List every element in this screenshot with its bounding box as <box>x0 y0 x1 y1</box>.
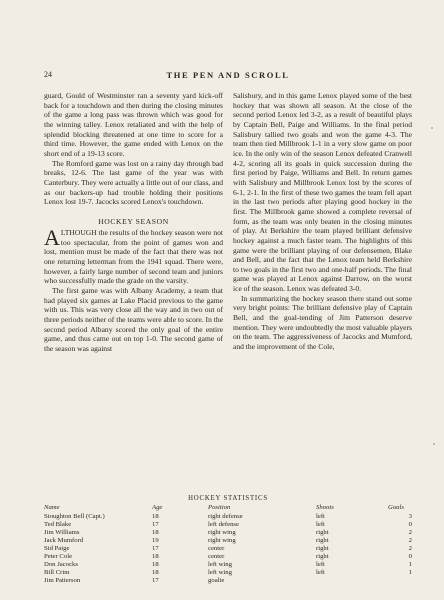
table-row <box>44 561 416 569</box>
page-header <box>44 70 412 82</box>
table-row <box>44 553 416 561</box>
cell-name: Bill Crim <box>44 569 70 577</box>
running-title: THE PEN AND SCROLL <box>166 70 290 80</box>
table-row <box>44 569 416 577</box>
cell-goals: 1 <box>408 561 412 569</box>
cell-position: center <box>208 552 225 560</box>
cell-age: 17 <box>152 520 159 528</box>
cell-position: left wing <box>208 561 232 569</box>
cell-shoots: left <box>316 520 325 528</box>
cell-position: center <box>208 544 225 552</box>
page-speck <box>431 127 433 129</box>
cell-name: Peter Cole <box>44 552 73 560</box>
cell-age: 18 <box>152 512 159 520</box>
football-paragraph-continued: guard, Gould of Westminster ran a seventy yard kick-off back for a touchdown and then during the closing minutes of the game a long pass was thrown which was good for the winning talley. Lenox retaliated and with the help of splendid blocking threatened at one time to score for a third time. However, the game ended with Lenox on the short end of a 19-13 score. <box>44 91 223 158</box>
left-column <box>44 91 223 491</box>
cell-position: goalie <box>208 577 225 585</box>
cell-goals: 1 <box>408 569 412 577</box>
header-goals: Goals <box>388 504 404 511</box>
hockey-first-game-paragraph: The first game was with Albany Academy, a team that had played six games at Lake Placid previous to the game with us. This was very close all the way and in two out of three periods neither of the teams were able to score. In the second period Albany scored the only goal of the entire game, and thus came out on top 1-0. The second game of the season was against <box>44 286 223 354</box>
cell-goals: 2 <box>408 536 412 544</box>
cell-name: Sid Paige <box>44 544 70 552</box>
cell-shoots: right <box>316 552 329 560</box>
cell-age: 18 <box>152 561 159 569</box>
cell-name: Jim Williams <box>44 528 80 536</box>
page-number: 24 <box>44 70 52 79</box>
cell-goals: 3 <box>408 512 412 520</box>
cell-shoots <box>316 577 388 585</box>
hockey-intro-paragraph <box>44 225 223 286</box>
cell-shoots: right <box>316 528 329 536</box>
cell-goals: 2 <box>408 544 412 552</box>
cell-goals: 0 <box>408 520 412 528</box>
cell-position: right wing <box>208 536 236 544</box>
header-shoots: Shoots <box>316 504 334 511</box>
table-row <box>44 513 416 521</box>
cell-age: 17 <box>152 544 159 552</box>
cell-shoots: left <box>316 569 325 577</box>
right-column <box>233 91 412 491</box>
page-speck <box>433 443 435 445</box>
text-columns <box>44 91 412 491</box>
header-age: Age <box>152 504 163 511</box>
statistics-table <box>44 504 416 585</box>
cell-age: 17 <box>152 577 159 585</box>
table-row <box>44 577 416 585</box>
cell-position: left defense <box>208 520 240 528</box>
table-row <box>44 545 416 553</box>
cell-name: Ted Blake <box>44 520 72 528</box>
cell-shoots: left <box>316 561 325 569</box>
cell-shoots: right <box>316 544 329 552</box>
hockey-games-paragraph: Salisbury, and in this game Lenox played some of the best hockey that was shown all season. At the close of the second period Lenox led 3-2, as a result of beautiful plays by Captain Bell, Paige and Williams. In the final period Salisbury tallied two goals and won the game 4-3. The team then tied Millbrook 1-1 in a very slow game on poor ice. In the only win of the season Lenox defeated Cranwell 4-2, scoring all its goals in quick succession during the first period by Paige, Williams and Bell. In return games with Salisbury and Millbrook Lenox lost by the scores of 6-1, 2-1. In the first of these two games the team fell apart in the last two periods after playing good hockey in the first. The Millbrook game showed a complete reversal of form, as the team was only beaten in the closing minutes of play. At Berkshire the team played brilliant defensive hockey against a much faster team. The highlights of this game were the brilliant playing of our defensemen, Blake and Bell, and the fact that the Lenox team held Berkshire to two goals in the first two and one-half periods. The final game was played at Lenox against Darrow, on the worst ice of the season. Lenox was defeated 3-0. <box>233 91 412 294</box>
cell-age: 18 <box>152 552 159 560</box>
cell-position: right wing <box>208 528 236 536</box>
table-header-row <box>44 504 416 513</box>
football-paragraph-romford: The Romford game was lost on a rainy day through bad breaks, 12-6. The last game of the year was with Canterbury. They were actually a little out of our class, and as our backers-up had trouble holding their positions Lenox lost 19-7. Jacocks scored Lenox's touchdown. <box>44 158 223 207</box>
cell-name: Jack Mumford <box>44 536 84 544</box>
cell-goals: 2 <box>408 528 412 536</box>
header-name: Name <box>44 504 60 511</box>
header-position: Position <box>208 504 231 511</box>
hockey-summary-paragraph: In summarizing the hockey season there stand out some very bright points: The brilliant defensive play of Captain Bell, and the goal-tending of Jim Patterson deserve mention. They were undoubtedly the most valuable players on the team. The aggressiveness of Jacocks and Mumford, and the improvement of the Cole, <box>233 293 412 352</box>
hockey-season-heading: HOCKEY SEASON <box>98 216 169 226</box>
cell-shoots: left <box>316 512 325 520</box>
table-row <box>44 529 416 537</box>
cell-age: 18 <box>152 528 159 536</box>
cell-goals: 0 <box>408 552 412 560</box>
cell-name: Don Jacocks <box>44 561 78 569</box>
statistics-title: HOCKEY STATISTICS <box>188 495 268 502</box>
hockey-statistics <box>44 494 412 585</box>
cell-age: 19 <box>152 536 159 544</box>
cell-age: 18 <box>152 569 159 577</box>
table-row <box>44 537 416 545</box>
cell-goals <box>388 577 416 585</box>
cell-position: left wing <box>208 569 232 577</box>
table-row <box>44 521 416 529</box>
cell-shoots: right <box>316 536 329 544</box>
hockey-intro-text: LTHOUGH the results of the hockey season were not too spectacular, from the point of games won and lost, mention must be made of the fact that there was not one returning letterman from the 1941 squad. There were, however, a fairly large number of second team and juniors who successfully made the grade on the varsity. <box>44 228 223 286</box>
cell-name: Stoughton Bell (Capt.) <box>44 512 105 520</box>
drop-cap: A <box>44 225 60 251</box>
cell-name: Jim Patterson <box>44 577 81 585</box>
cell-position: right defense <box>208 512 243 520</box>
